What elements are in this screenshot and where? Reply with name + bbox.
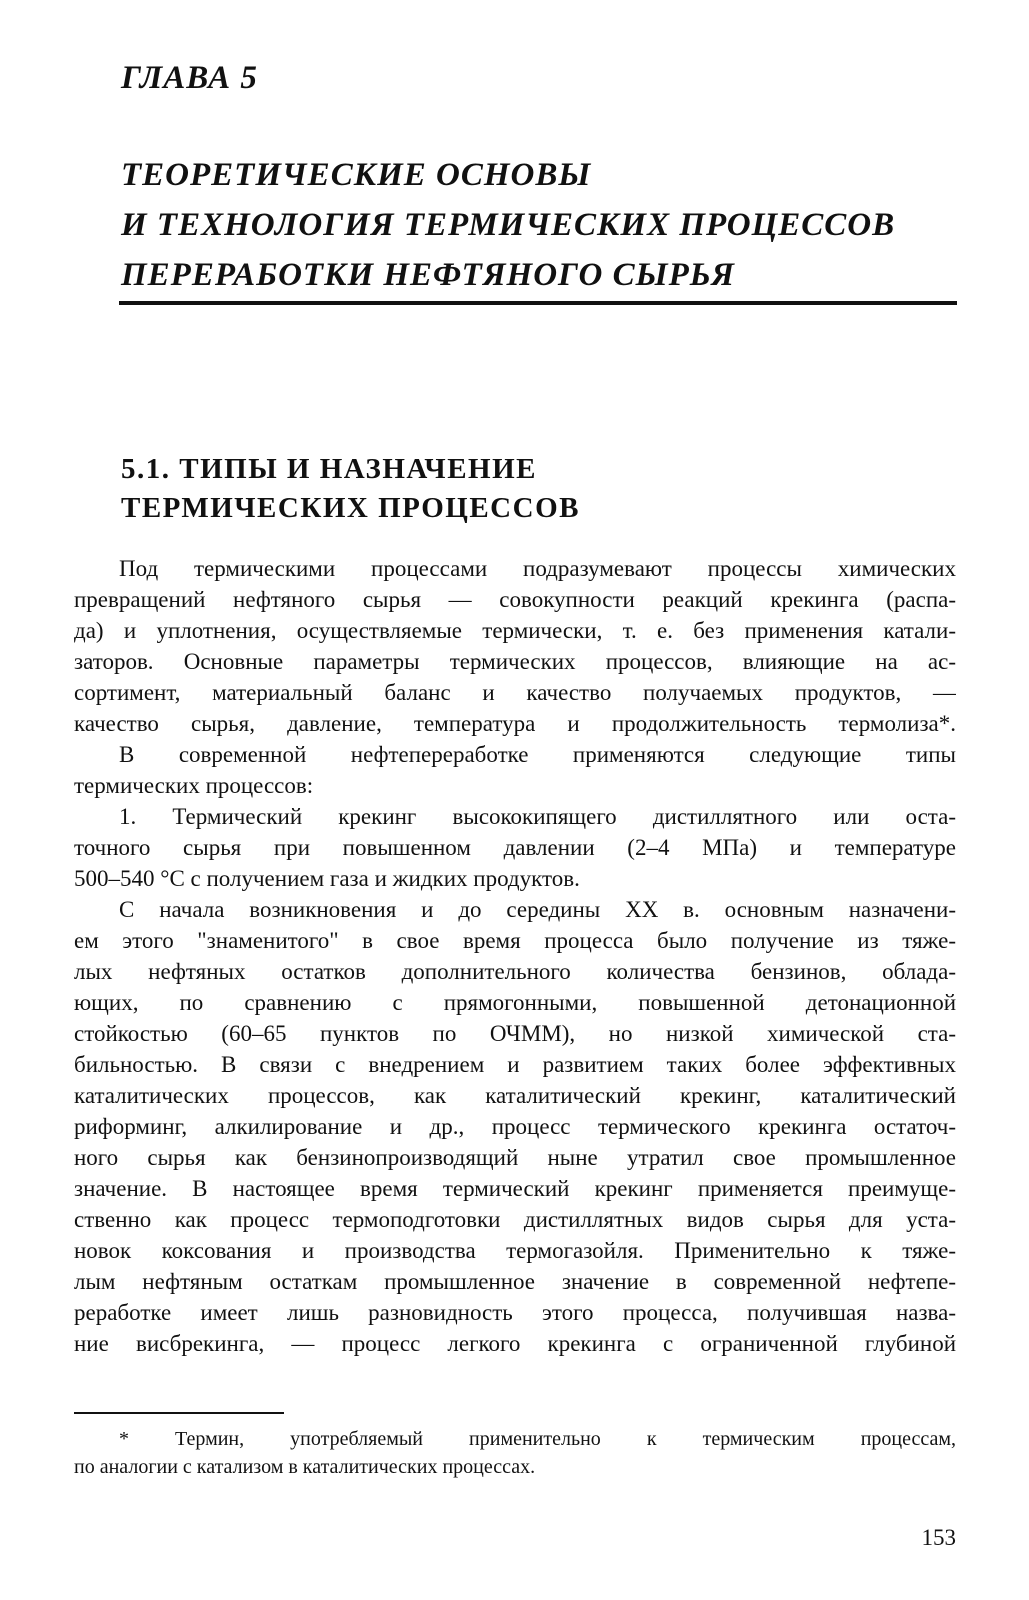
title-divider xyxy=(119,301,957,305)
text-line: значение. В настоящее время термический крекинг применяется преимуще- xyxy=(74,1176,956,1201)
text-line: лых нефтяных остатков дополнительного количества бензинов, облада- xyxy=(74,959,956,984)
paragraph xyxy=(74,553,956,739)
text-line: лым нефтяным остаткам промышленное значение в современной нефтепе- xyxy=(74,1269,956,1294)
footnote-line: по аналогии с катализом в каталитических процессах. xyxy=(74,1456,536,1478)
text-line: новок коксования и производства термогазойля. Применительно к тяже- xyxy=(74,1238,956,1263)
text-line: Под термическими процессами подразумевают процессы химических xyxy=(119,556,956,581)
body-text xyxy=(74,553,956,1359)
chapter-title-line: И ТЕХНОЛОГИЯ ТЕРМИЧЕСКИХ ПРОЦЕССОВ xyxy=(121,207,896,243)
footnote xyxy=(74,1425,956,1481)
text-line: В современной нефтепереработке применяются следующие типы xyxy=(119,742,956,767)
text-line: реработке имеет лишь разновидность этого процесса, получившая назва- xyxy=(74,1300,956,1325)
paragraph xyxy=(74,739,956,801)
text-line: заторов. Основные параметры термических процессов, влияющие на ас- xyxy=(74,649,956,674)
text-line: бильностью. В связи с внедрением и развитием таких более эффективных xyxy=(74,1052,956,1077)
text-line: С начала возникновения и до середины XX в. основным назначени- xyxy=(119,897,956,922)
text-line: сортимент, материальный баланс и качество получаемых продуктов, — xyxy=(74,680,956,705)
text-line: точного сырья при повышенном давлении (2–4 МПа) и температуре xyxy=(74,835,956,860)
text-line: ем этого "знаменитого" в свое время процесса было получение из тяже- xyxy=(74,928,956,953)
section-heading-line: ТЕРМИЧЕСКИХ ПРОЦЕССОВ xyxy=(121,492,580,524)
chapter-title-line: ТЕОРЕТИЧЕСКИЕ ОСНОВЫ xyxy=(121,157,592,193)
chapter-title xyxy=(121,150,951,300)
text-line: риформинг, алкилирование и др., процесс термического крекинга остаточ- xyxy=(74,1114,956,1139)
text-line: качество сырья, давление, температура и продолжительность термолиза*. xyxy=(74,711,956,736)
chapter-title-line: ПЕРЕРАБОТКИ НЕФТЯНОГО СЫРЬЯ xyxy=(121,257,736,293)
paragraph xyxy=(74,801,956,894)
section-heading xyxy=(121,450,580,528)
footnote-line: * Термин, употребляемый применительно к термическим процессам, xyxy=(119,1428,956,1450)
paragraph xyxy=(74,894,956,1359)
text-line: ющих, по сравнению с прямогонными, повышенной детонационной xyxy=(74,990,956,1015)
text-line: стойкостью (60–65 пунктов по ОЧММ), но низкой химической ста- xyxy=(74,1021,956,1046)
text-line: ного сырья как бензинопроизводящий ныне утратил свое промышленное xyxy=(74,1145,956,1170)
text-line: 500–540 °С с получением газа и жидких продуктов. xyxy=(74,866,580,891)
text-line: да) и уплотнения, осуществляемые термически, т. е. без применения катали- xyxy=(74,618,956,643)
chapter-label: ГЛАВА 5 xyxy=(121,60,258,96)
text-line: ственно как процесс термоподготовки дистиллятных видов сырья для уста- xyxy=(74,1207,956,1232)
text-line: 1. Термический крекинг высококипящего дистиллятного или оста- xyxy=(119,804,956,829)
text-line: превращений нефтяного сырья — совокупности реакций крекинга (распа- xyxy=(74,587,956,612)
text-line: термических процессов: xyxy=(74,773,314,798)
text-line: каталитических процессов, как каталитический крекинг, каталитический xyxy=(74,1083,956,1108)
page-number: 153 xyxy=(921,1525,956,1550)
footnote-divider xyxy=(74,1412,284,1414)
section-heading-line: 5.1. ТИПЫ И НАЗНАЧЕНИЕ xyxy=(121,453,538,485)
text-line: ние висбрекинга, — процесс легкого крекинга с ограниченной глубиной xyxy=(74,1331,956,1356)
